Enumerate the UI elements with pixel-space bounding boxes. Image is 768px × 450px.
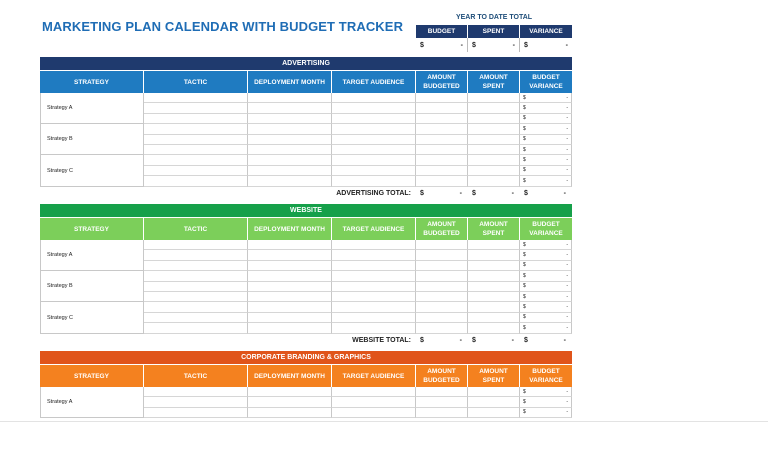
cell-budget-variance[interactable]: [520, 240, 572, 250]
cell-tactic[interactable]: [144, 313, 248, 323]
cell-amount-spent[interactable]: [468, 292, 520, 302]
cell-target-audience[interactable]: [332, 292, 416, 302]
cell-deployment-month[interactable]: [248, 240, 332, 250]
ytd-budget-value[interactable]: [416, 38, 468, 52]
cell-tactic[interactable]: [144, 103, 248, 113]
strategy-label: Strategy C: [47, 167, 73, 174]
currency-symbol: $: [420, 41, 424, 49]
cell-budget-variance[interactable]: [520, 145, 572, 155]
column-header-row: [40, 71, 572, 93]
cell-amount-spent[interactable]: [468, 103, 520, 113]
cell-strategy: [40, 145, 144, 155]
cell-budget-variance[interactable]: [520, 135, 572, 145]
amount: -: [566, 157, 568, 164]
column-header-tactic: TACTIC: [144, 71, 248, 93]
amount: -: [566, 283, 568, 290]
cell-deployment-month[interactable]: [248, 176, 332, 186]
cell-tactic[interactable]: [144, 135, 248, 145]
cell-budget-variance[interactable]: [520, 103, 572, 113]
column-header-target-audience: TARGET AUDIENCE: [332, 365, 416, 387]
cell-budget-variance[interactable]: [520, 93, 572, 103]
cell-strategy: [40, 155, 144, 165]
cell-deployment-month[interactable]: [248, 282, 332, 292]
column-header-tactic: TACTIC: [144, 218, 248, 240]
cell-amount-budgeted[interactable]: [416, 271, 468, 281]
cell-tactic[interactable]: [144, 292, 248, 302]
column-header-target-audience: TARGET AUDIENCE: [332, 218, 416, 240]
table-row: [40, 323, 572, 333]
amount: -: [511, 190, 514, 198]
currency-symbol: $: [523, 94, 526, 101]
amount: -: [563, 337, 566, 345]
currency-symbol: $: [523, 272, 526, 279]
cell-amount-spent[interactable]: [468, 124, 520, 134]
column-header-target-audience: TARGET AUDIENCE: [332, 71, 416, 93]
cell-deployment-month[interactable]: [248, 124, 332, 134]
cell-target-audience[interactable]: [332, 155, 416, 165]
column-header-deployment-month: DEPLOYMENT MONTH: [248, 365, 332, 387]
table-row: [40, 250, 572, 260]
cell-amount-spent[interactable]: [468, 408, 520, 418]
cell-deployment-month[interactable]: [248, 135, 332, 145]
ytd-variance-value[interactable]: [520, 38, 572, 52]
amount: -: [566, 252, 568, 259]
column-header-budget-variance: BUDGET VARIANCE: [520, 365, 572, 387]
amount: -: [460, 41, 463, 49]
amount: -: [511, 337, 514, 345]
cell-target-audience[interactable]: [332, 271, 416, 281]
column-header-amount-spent: AMOUNT SPENT: [468, 218, 520, 240]
column-header-amount-budgeted: AMOUNT BUDGETED: [416, 71, 468, 93]
ytd-caption: YEAR TO DATE TOTAL: [455, 14, 533, 21]
cell-budget-variance[interactable]: [520, 271, 572, 281]
table-row: [40, 135, 572, 145]
cell-amount-budgeted[interactable]: [416, 323, 468, 333]
cell-strategy: [40, 302, 144, 312]
cell-tactic[interactable]: [144, 155, 248, 165]
amount: -: [566, 177, 568, 184]
cell-deployment-month[interactable]: [248, 323, 332, 333]
table-row: [40, 282, 572, 292]
cell-budget-variance[interactable]: [520, 313, 572, 323]
cell-tactic[interactable]: [144, 240, 248, 250]
cell-strategy: [40, 93, 144, 103]
table-row: [40, 176, 572, 186]
cell-strategy: [40, 261, 144, 271]
cell-amount-spent[interactable]: [468, 240, 520, 250]
table-row: [40, 114, 572, 124]
cell-amount-spent[interactable]: [468, 114, 520, 124]
cell-tactic[interactable]: [144, 93, 248, 103]
section-total-label: ADVERTISING TOTAL:: [336, 190, 411, 198]
amount: -: [566, 324, 568, 331]
cell-budget-variance[interactable]: [520, 397, 572, 407]
currency-symbol: $: [523, 252, 526, 259]
strategy-label: Strategy C: [47, 314, 73, 321]
cell-target-audience[interactable]: [332, 313, 416, 323]
cell-budget-variance[interactable]: [520, 261, 572, 271]
amount: -: [565, 41, 568, 49]
amount: -: [566, 146, 568, 153]
cell-tactic[interactable]: [144, 114, 248, 124]
amount: -: [566, 399, 568, 406]
section-total-label: WEBSITE TOTAL:: [352, 337, 411, 345]
cell-budget-variance[interactable]: [520, 292, 572, 302]
currency-symbol: $: [420, 190, 424, 198]
amount: -: [566, 314, 568, 321]
cell-amount-spent[interactable]: [468, 93, 520, 103]
cell-budget-variance[interactable]: [520, 323, 572, 333]
cell-amount-spent[interactable]: [468, 282, 520, 292]
cell-amount-spent[interactable]: [468, 261, 520, 271]
cell-target-audience[interactable]: [332, 93, 416, 103]
cell-tactic[interactable]: [144, 176, 248, 186]
currency-symbol: $: [472, 41, 476, 49]
ytd-spent-value[interactable]: [468, 38, 520, 52]
cell-amount-spent[interactable]: [468, 387, 520, 397]
table-row: [40, 145, 572, 155]
cell-amount-spent[interactable]: [468, 135, 520, 145]
strategy-label: Strategy A: [47, 399, 73, 406]
amount: -: [566, 388, 568, 395]
amount: -: [563, 190, 566, 198]
amount: -: [566, 115, 568, 122]
cell-strategy: [40, 114, 144, 124]
table-row: [40, 397, 572, 407]
cell-budget-variance[interactable]: [520, 408, 572, 418]
cell-strategy: [40, 271, 144, 281]
cell-amount-budgeted[interactable]: [416, 135, 468, 145]
table-row: [40, 103, 572, 113]
cell-deployment-month[interactable]: [248, 93, 332, 103]
cell-amount-budgeted[interactable]: [416, 408, 468, 418]
cell-strategy: [40, 124, 144, 134]
table-row: [40, 261, 572, 271]
currency-symbol: $: [523, 105, 526, 112]
ytd-budget-header: BUDGET: [416, 25, 468, 38]
table-row: [40, 302, 572, 312]
cell-tactic[interactable]: [144, 271, 248, 281]
strategy-label: Strategy A: [47, 105, 73, 112]
cell-tactic[interactable]: [144, 408, 248, 418]
section-total-amount: [519, 190, 571, 197]
cell-deployment-month[interactable]: [248, 397, 332, 407]
currency-symbol: $: [523, 157, 526, 164]
section-grid: [40, 93, 572, 187]
cell-amount-spent[interactable]: [468, 166, 520, 176]
cell-strategy: [40, 292, 144, 302]
currency-symbol: $: [523, 125, 526, 132]
cell-target-audience[interactable]: [332, 408, 416, 418]
currency-symbol: $: [523, 177, 526, 184]
cell-budget-variance[interactable]: [520, 155, 572, 165]
strategy-label: Strategy A: [47, 252, 73, 259]
cell-deployment-month[interactable]: [248, 103, 332, 113]
section-grid: [40, 240, 572, 334]
cell-deployment-month[interactable]: [248, 408, 332, 418]
table-row: [40, 155, 572, 165]
amount: -: [566, 125, 568, 132]
section-total-row: [40, 335, 572, 347]
cell-strategy: [40, 240, 144, 250]
amount: -: [512, 41, 515, 49]
amount: -: [566, 94, 568, 101]
cell-tactic[interactable]: [144, 124, 248, 134]
amount: -: [566, 272, 568, 279]
cell-amount-spent[interactable]: [468, 271, 520, 281]
column-header-row: [40, 365, 572, 387]
column-header-tactic: TACTIC: [144, 365, 248, 387]
cell-amount-budgeted[interactable]: [416, 397, 468, 407]
currency-symbol: $: [523, 304, 526, 311]
cell-tactic[interactable]: [144, 302, 248, 312]
cell-target-audience[interactable]: [332, 166, 416, 176]
column-header-strategy: STRATEGY: [40, 365, 144, 387]
cell-amount-spent[interactable]: [468, 313, 520, 323]
currency-symbol: $: [523, 283, 526, 290]
cell-amount-budgeted[interactable]: [416, 292, 468, 302]
cell-deployment-month[interactable]: [248, 292, 332, 302]
column-header-budget-variance: BUDGET VARIANCE: [520, 218, 572, 240]
page-bottom-divider: [0, 421, 768, 422]
table-row: [40, 166, 572, 176]
cell-target-audience[interactable]: [332, 240, 416, 250]
table-row: [40, 313, 572, 323]
cell-target-audience[interactable]: [332, 124, 416, 134]
cell-strategy: [40, 323, 144, 333]
cell-deployment-month[interactable]: [248, 313, 332, 323]
section-total-row: [40, 188, 572, 200]
cell-tactic[interactable]: [144, 145, 248, 155]
cell-target-audience[interactable]: [332, 387, 416, 397]
section-grid: [40, 387, 572, 418]
table-row: [40, 93, 572, 103]
cell-tactic[interactable]: [144, 397, 248, 407]
cell-deployment-month[interactable]: [248, 155, 332, 165]
table-row: [40, 408, 572, 418]
cell-amount-spent[interactable]: [468, 155, 520, 165]
cell-target-audience[interactable]: [332, 176, 416, 186]
cell-amount-spent[interactable]: [468, 145, 520, 155]
cell-target-audience[interactable]: [332, 145, 416, 155]
cell-amount-budgeted[interactable]: [416, 176, 468, 186]
table-row: [40, 240, 572, 250]
cell-target-audience[interactable]: [332, 103, 416, 113]
cell-deployment-month[interactable]: [248, 271, 332, 281]
page-title: MARKETING PLAN CALENDAR WITH BUDGET TRACKER: [42, 19, 404, 34]
currency-symbol: $: [524, 41, 528, 49]
cell-amount-budgeted[interactable]: [416, 145, 468, 155]
currency-symbol: $: [523, 241, 526, 248]
cell-deployment-month[interactable]: [248, 114, 332, 124]
cell-deployment-month[interactable]: [248, 250, 332, 260]
section-title: CORPORATE BRANDING & GRAPHICS: [40, 351, 572, 364]
cell-amount-budgeted[interactable]: [416, 93, 468, 103]
cell-amount-budgeted[interactable]: [416, 240, 468, 250]
cell-budget-variance[interactable]: [520, 166, 572, 176]
cell-amount-budgeted[interactable]: [416, 261, 468, 271]
currency-symbol: $: [523, 146, 526, 153]
cell-amount-budgeted[interactable]: [416, 166, 468, 176]
table-row: [40, 271, 572, 281]
currency-symbol: $: [523, 262, 526, 269]
cell-tactic[interactable]: [144, 261, 248, 271]
section-title: WEBSITE: [40, 204, 572, 217]
amount: -: [566, 409, 568, 416]
table-row: [40, 387, 572, 397]
currency-symbol: $: [523, 136, 526, 143]
cell-target-audience[interactable]: [332, 135, 416, 145]
cell-tactic[interactable]: [144, 166, 248, 176]
cell-budget-variance[interactable]: [520, 250, 572, 260]
cell-target-audience[interactable]: [332, 261, 416, 271]
cell-tactic[interactable]: [144, 387, 248, 397]
currency-symbol: $: [472, 337, 476, 345]
cell-target-audience[interactable]: [332, 250, 416, 260]
ytd-spent-header: SPENT: [468, 25, 520, 38]
cell-amount-spent[interactable]: [468, 176, 520, 186]
cell-budget-variance[interactable]: [520, 282, 572, 292]
section-total-amount: [415, 190, 467, 197]
currency-symbol: $: [524, 337, 528, 345]
currency-symbol: $: [523, 388, 526, 395]
section-total-amount: [415, 337, 467, 344]
amount: -: [459, 337, 462, 345]
column-header-strategy: STRATEGY: [40, 218, 144, 240]
amount: -: [566, 304, 568, 311]
column-header-amount-spent: AMOUNT SPENT: [468, 365, 520, 387]
section-title: ADVERTISING: [40, 57, 572, 70]
cell-amount-budgeted[interactable]: [416, 114, 468, 124]
amount: -: [566, 167, 568, 174]
amount: -: [566, 241, 568, 248]
cell-amount-budgeted[interactable]: [416, 250, 468, 260]
cell-amount-budgeted[interactable]: [416, 103, 468, 113]
strategy-label: Strategy B: [47, 283, 73, 290]
cell-amount-spent[interactable]: [468, 323, 520, 333]
amount: -: [566, 262, 568, 269]
section-total-amount: [467, 190, 519, 197]
cell-deployment-month[interactable]: [248, 261, 332, 271]
currency-symbol: $: [523, 167, 526, 174]
cell-amount-budgeted[interactable]: [416, 124, 468, 134]
cell-deployment-month[interactable]: [248, 302, 332, 312]
ytd-variance-header: VARIANCE: [520, 25, 572, 38]
column-header-amount-budgeted: AMOUNT BUDGETED: [416, 365, 468, 387]
cell-amount-budgeted[interactable]: [416, 313, 468, 323]
currency-symbol: $: [523, 115, 526, 122]
cell-deployment-month[interactable]: [248, 145, 332, 155]
currency-symbol: $: [523, 324, 526, 331]
cell-amount-budgeted[interactable]: [416, 302, 468, 312]
strategy-label: Strategy B: [47, 136, 73, 143]
cell-target-audience[interactable]: [332, 114, 416, 124]
cell-deployment-month[interactable]: [248, 387, 332, 397]
cell-deployment-month[interactable]: [248, 166, 332, 176]
section-total-amount: [467, 337, 519, 344]
amount: -: [566, 105, 568, 112]
cell-budget-variance[interactable]: [520, 387, 572, 397]
amount: -: [566, 136, 568, 143]
cell-tactic[interactable]: [144, 323, 248, 333]
cell-amount-spent[interactable]: [468, 302, 520, 312]
cell-amount-budgeted[interactable]: [416, 282, 468, 292]
column-header-row: [40, 218, 572, 240]
cell-target-audience[interactable]: [332, 397, 416, 407]
cell-strategy: [40, 176, 144, 186]
currency-symbol: $: [524, 190, 528, 198]
cell-strategy: [40, 387, 144, 397]
column-header-amount-spent: AMOUNT SPENT: [468, 71, 520, 93]
amount: -: [566, 293, 568, 300]
currency-symbol: $: [420, 337, 424, 345]
column-header-budget-variance: BUDGET VARIANCE: [520, 71, 572, 93]
column-header-deployment-month: DEPLOYMENT MONTH: [248, 71, 332, 93]
currency-symbol: $: [523, 399, 526, 406]
column-header-deployment-month: DEPLOYMENT MONTH: [248, 218, 332, 240]
table-row: [40, 292, 572, 302]
amount: -: [459, 190, 462, 198]
column-header-strategy: STRATEGY: [40, 71, 144, 93]
cell-strategy: [40, 408, 144, 418]
cell-budget-variance[interactable]: [520, 124, 572, 134]
cell-budget-variance[interactable]: [520, 302, 572, 312]
cell-amount-spent[interactable]: [468, 250, 520, 260]
cell-target-audience[interactable]: [332, 323, 416, 333]
cell-target-audience[interactable]: [332, 282, 416, 292]
currency-symbol: $: [523, 409, 526, 416]
currency-symbol: $: [523, 293, 526, 300]
cell-amount-budgeted[interactable]: [416, 155, 468, 165]
cell-tactic[interactable]: [144, 282, 248, 292]
cell-budget-variance[interactable]: [520, 176, 572, 186]
currency-symbol: $: [472, 190, 476, 198]
cell-budget-variance[interactable]: [520, 114, 572, 124]
section-total-amount: [519, 337, 571, 344]
cell-target-audience[interactable]: [332, 302, 416, 312]
currency-symbol: $: [523, 314, 526, 321]
cell-tactic[interactable]: [144, 250, 248, 260]
cell-amount-spent[interactable]: [468, 397, 520, 407]
table-row: [40, 124, 572, 134]
cell-amount-budgeted[interactable]: [416, 387, 468, 397]
column-header-amount-budgeted: AMOUNT BUDGETED: [416, 218, 468, 240]
